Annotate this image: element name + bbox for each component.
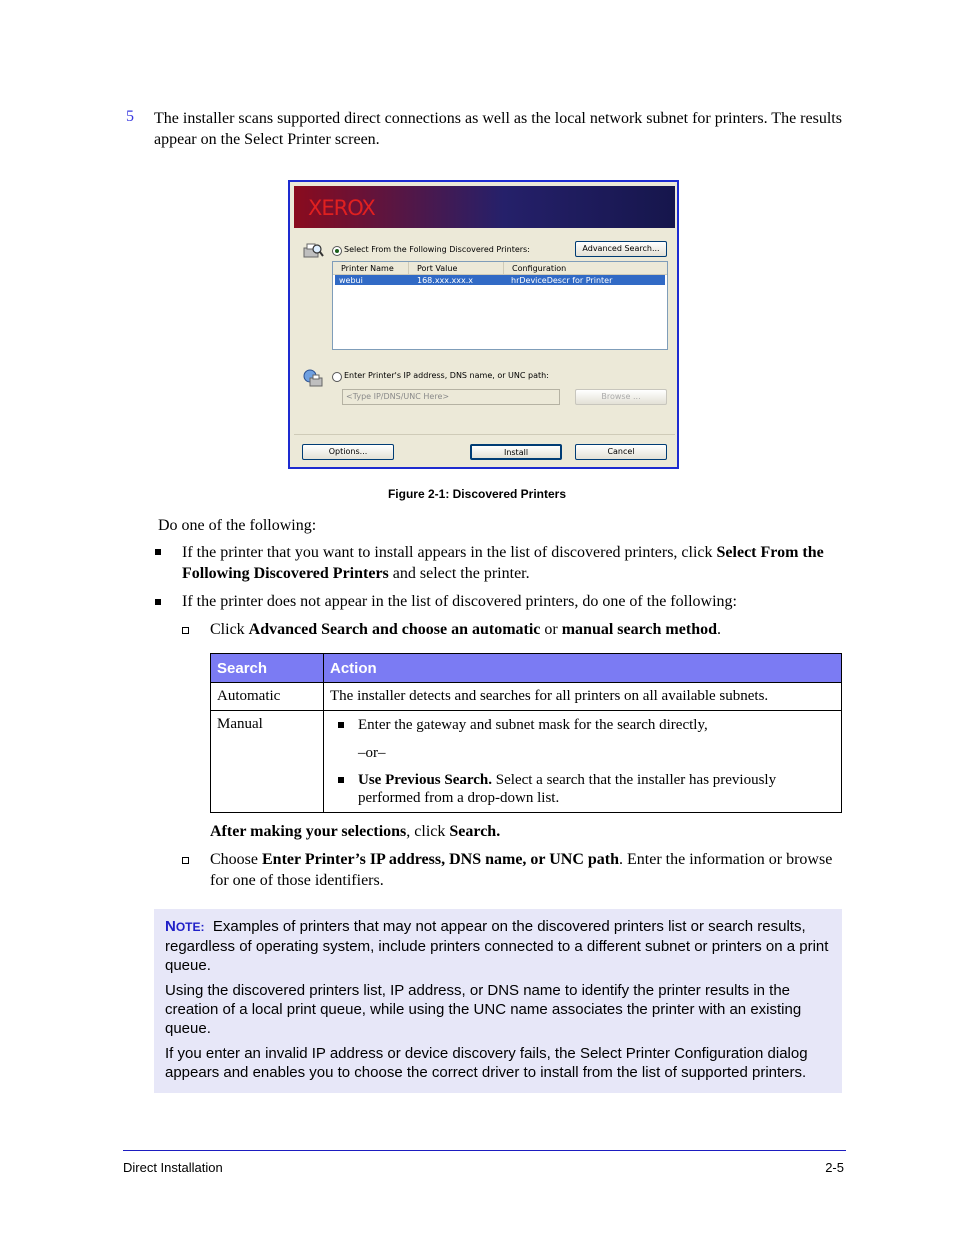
column-configuration[interactable]: Configuration (512, 264, 567, 273)
manual-item-previous-text: Select a search that the installer has previously performed from a drop-down list. (358, 772, 777, 806)
discovered-printers-list[interactable] (332, 261, 668, 350)
note-paragraph: NOTE: Examples of printers that may not appear on the discovered printers list or search results, regardless of operating system, include printers connected to a different subnet or printers on a print queue. (165, 918, 829, 974)
xerox-logo: XEROX (308, 196, 375, 220)
cell-manual-text (324, 711, 842, 813)
enter-address-radio[interactable] (332, 372, 342, 382)
select-discovered-radio[interactable] (332, 246, 342, 256)
row-printer-name: webui (339, 276, 363, 285)
column-divider (503, 262, 504, 274)
cell-automatic-text: The installer detects and searches for all printers on all available subnets. (324, 683, 842, 711)
row-configuration: hrDeviceDescr for Printer (511, 276, 613, 285)
bullet-icon (338, 722, 344, 728)
footer-section-title: Direct Installation (123, 1160, 223, 1175)
install-button[interactable]: Install (470, 444, 562, 460)
footer-page-number: 2-5 (825, 1160, 844, 1175)
step-number: 5 (126, 108, 134, 125)
table-header-action: Action (324, 654, 842, 683)
dialog-divider (294, 434, 675, 435)
bullet-not-in-list: If the printer does not appear in the list of discovered printers, do one of the following: (182, 593, 737, 610)
select-printer-dialog-screenshot (288, 180, 679, 469)
sub-bullet-icon (182, 857, 189, 864)
network-printer-icon (302, 367, 324, 389)
list-item[interactable] (335, 275, 665, 285)
sub-bullet-advanced-search: Click Advanced Search and choose an automatic or manual search method. (210, 621, 721, 638)
advanced-search-button[interactable]: Advanced Search... (575, 241, 667, 257)
note-paragraph: Using the discovered printers list, IP address, or DNS name to identify the printer results in the creation of a local print queue, while using the UNC name associates the printer with an existing queue. (165, 982, 802, 1037)
sub-bullet-icon (182, 627, 189, 634)
table-row (211, 711, 842, 813)
cell-manual-label: Manual (211, 711, 324, 813)
step-text: The installer scans supported direct connections as well as the local network subnet for printers. The results appear on the Select Printer screen. (154, 110, 842, 148)
note-paragraph: If you enter an invalid IP address or device discovery fails, the Select Printer Configuration dialog appears and enables you to choose the correct driver to install from the list of supported printers. (165, 1045, 808, 1081)
bullet-icon (338, 777, 344, 783)
bullet-icon (155, 599, 161, 605)
figure-caption: Figure 2-1: Discovered Printers (387, 487, 567, 501)
printer-search-icon (302, 240, 324, 262)
options-button[interactable]: Options... (302, 444, 394, 460)
cell-automatic-label: Automatic (211, 683, 324, 711)
sub-bullet-enter-address: Choose Enter Printer’s IP address, DNS name, or UNC path. Enter the information or browse for one of those identifiers. (210, 851, 833, 889)
cancel-button[interactable]: Cancel (575, 444, 667, 460)
table-header-row (211, 654, 842, 683)
manual-item-gateway: Enter the gateway and subnet mask for the search directly, (358, 717, 708, 733)
select-discovered-label: Select From the Following Discovered Printers: (344, 245, 530, 254)
bullet-select-discovered: If the printer that you want to install appears in the list of discovered printers, click Select From the Following Discovered Printers and select the printer. (182, 544, 824, 582)
manual-or: –or– (358, 745, 386, 761)
list-header (333, 262, 667, 275)
browse-button[interactable]: Browse ... (575, 389, 667, 405)
enter-address-label: Enter Printer's IP address, DNS name, or UNC path: (344, 371, 549, 380)
after-selections-text: After making your selections, click Search. (210, 823, 501, 840)
column-printer-name[interactable]: Printer Name (341, 264, 394, 273)
note-label: NOTE: (165, 918, 205, 935)
bullet-icon (155, 549, 161, 555)
note-box (154, 909, 842, 1093)
manual-item-previous-bold: Use Previous Search. (358, 772, 493, 788)
row-port-value: 168.xxx.xxx.x (417, 276, 474, 285)
address-input[interactable]: <Type IP/DNS/UNC Here> (342, 389, 560, 405)
table-header-search: Search (211, 654, 324, 683)
table-row (211, 683, 842, 711)
column-divider (408, 262, 409, 274)
search-methods-table (210, 653, 842, 813)
column-port-value[interactable]: Port Value (417, 264, 458, 273)
intro-text: Do one of the following: (158, 517, 317, 534)
dialog-header-banner (294, 186, 675, 228)
footer-rule (123, 1150, 846, 1151)
